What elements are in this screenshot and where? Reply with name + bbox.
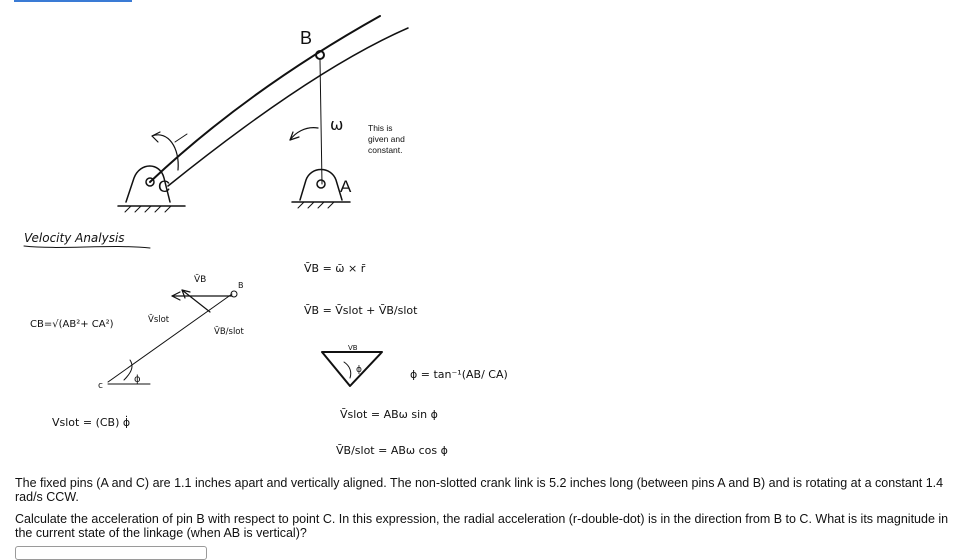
question-paragraph-1: The fixed pins (A and C) are 1.1 inches apart and vertically aligned. The non-slotted crank link is 5.2 inches long (between pins A and B) and is rotating at a constant 1.4 rad/s CCW.: [15, 476, 944, 504]
crank-ab: [320, 60, 322, 184]
pin-a-label: A: [340, 177, 352, 196]
pin-a: [317, 180, 325, 188]
eq-vslot-cb-phidot: Vslot = (CB) ϕ̇: [52, 416, 131, 429]
velocity-analysis-heading: Velocity Analysis: [24, 231, 125, 245]
slotted-link-lower-edge: [168, 28, 408, 186]
eq-vb-sum: V̄B = V̄slot + V̄B/slot: [304, 304, 418, 317]
given-note-line-2: given and: [368, 134, 405, 144]
velocity-triangle: [322, 352, 382, 386]
pin-c-label: C: [158, 177, 171, 196]
vbslot-vector-label: V̄B/slot: [214, 327, 244, 337]
eq-vbslot-cos: V̄B/slot = ABω cos ϕ: [336, 444, 448, 457]
support-a: [300, 170, 342, 201]
c-point-label: c: [98, 381, 103, 391]
vector-slot-line: [108, 294, 232, 382]
vslot-vector-label: V̄slot: [148, 315, 170, 325]
pin-b-label: B: [300, 28, 313, 48]
triangle-vb-label: VB: [348, 344, 358, 352]
answer-input[interactable]: [15, 546, 207, 560]
given-note-line-3: constant.: [368, 145, 403, 155]
b-point-label: B: [238, 281, 244, 290]
slotted-link: [150, 16, 380, 182]
eq-phi-arctan: ϕ = tan⁻¹(AB/ CA): [410, 368, 508, 381]
eq-vslot-sin: V̄slot = ABω sin ϕ: [340, 408, 438, 421]
vb-vector-label: V̄B: [194, 275, 207, 285]
phi-angle-label: ϕ: [134, 374, 141, 385]
question-paragraph-2: Calculate the acceleration of pin B with respect to point C. In this expression, the radial acceleration (r-double-dot) is in the direction from B to C. What is its magnitude in the current state of the linkage (when AB is vertical)?: [15, 512, 949, 540]
eq-vb-omega-cross-r: V̄B = ω̄ × r̄: [304, 262, 366, 275]
cb-formula: CB=√(AB²+ CA²): [30, 319, 114, 330]
omega-label: ω: [330, 115, 344, 134]
vector-vbslot: [182, 290, 210, 312]
triangle-phi-label: ϕ: [356, 365, 362, 375]
given-note-line-1: This is: [368, 123, 393, 133]
